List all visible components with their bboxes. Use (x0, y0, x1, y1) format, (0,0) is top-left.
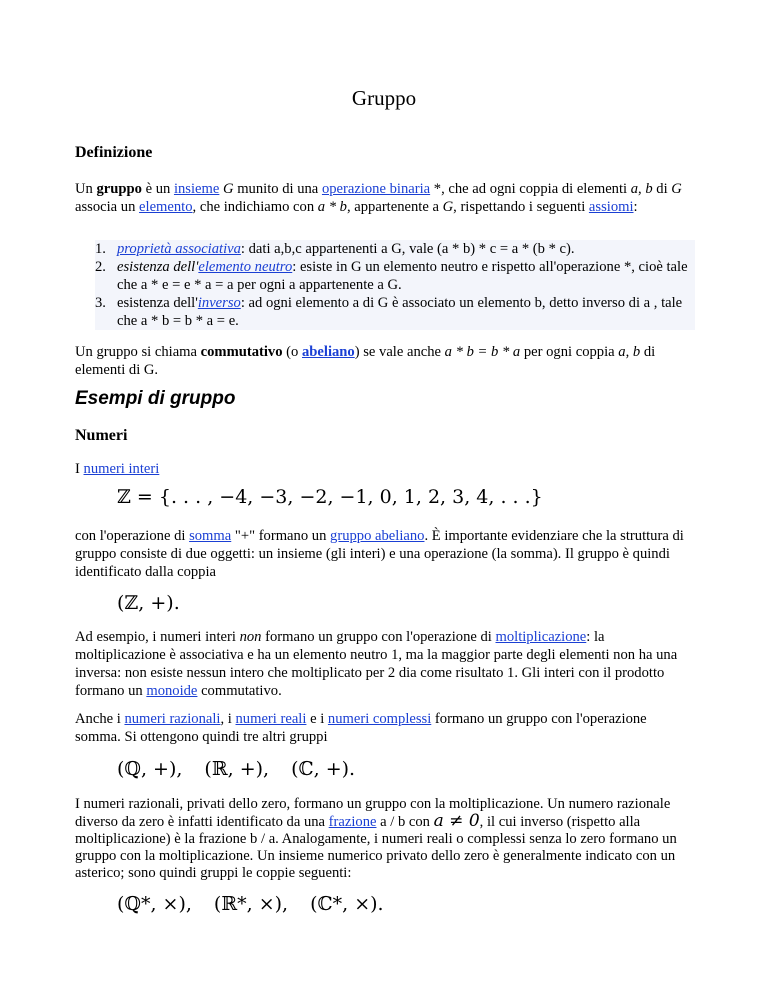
numeri-heading: Numeri (75, 427, 128, 444)
link-gruppo-abeliano[interactable]: gruppo abeliano (330, 528, 425, 544)
link-somma[interactable]: somma (189, 528, 232, 544)
formula-multiplicative-groups: (ℚ*, ×), (ℝ*, ×), (ℂ*, ×). (117, 893, 384, 915)
link-abeliano[interactable]: abeliano (302, 344, 355, 360)
formula-z-plus: (ℤ, +). (117, 592, 180, 614)
link-numeri-razionali[interactable]: numeri razionali (124, 711, 221, 727)
link-inverso[interactable]: inverso (197, 295, 241, 311)
definition-paragraph: Un gruppo è un insieme G munito di una operazione binaria *, che ad ogni coppia di elementi a, b di G associa un elemento, che indichiamo con a * b, appartenente a G, rispettando i seguenti assiomi: (75, 181, 682, 215)
list-item: 3. esistenza dell'inverso: ad ogni elemento a di G è associato un elemento b, detto inverso di a , tale che a * b = b * a = e. (95, 295, 683, 329)
link-assiomi[interactable]: assiomi (588, 199, 634, 215)
link-moltiplicazione[interactable]: moltiplicazione (495, 629, 587, 645)
link-frazione[interactable]: frazione (328, 814, 377, 830)
link-numeri-complessi[interactable]: numeri complessi (327, 711, 432, 727)
link-proprieta-associativa[interactable]: proprietà associativa (117, 241, 241, 257)
list-item: 2. esistenza dell'elemento neutro: esiste in G un elemento neutro e rispetto all'operazione *, cioè tale che a * e = e * a = a per ogni a appartenente a G. (95, 259, 688, 293)
commutativo-paragraph: Un gruppo si chiama commutativo (o abeliano) se vale anche a * b = b * a per ogni coppia a, b di elementi di G. (75, 344, 656, 378)
list-item: 1. proprietà associativa: dati a,b,c appartenenti a G, vale (a * b) * c = a * (b * c). (95, 241, 575, 257)
axioms-list (95, 240, 695, 330)
esempi-heading: Esempi di gruppo (75, 388, 236, 409)
link-elemento-neutro[interactable]: elemento neutro (198, 259, 293, 275)
formula-integers: ℤ = {. . . , −4, −3, −2, −1, 0, 1, 2, 3, 4, . . .} (117, 486, 543, 508)
interi-paragraph: I numeri interi (75, 461, 160, 477)
anche-paragraph: Anche i numeri razionali, i numeri reali e i numeri complessi formano un gruppo con l'operazione somma. Si ottengono quindi tre altri gruppi (75, 711, 647, 745)
definizione-heading: Definizione (75, 144, 153, 161)
razionali-paragraph: I numeri razionali, privati dello zero, formano un gruppo con la moltiplicazione. Un numero razionale diverso da zero è infatti identificato da una frazione a / b con a ≠ 0, il cui inverso (rispetto alla moltiplicazione) è la frazione b / a. Analogamente, i numeri reali o complessi senza lo zero formano un gruppo con la moltiplicazione. Un insieme numerico privato dello zero è generalmente indicato con un asterico; sono quindi gruppi le coppie seguenti: (75, 796, 677, 881)
link-operazione-binaria[interactable]: operazione binaria (321, 181, 431, 197)
moltiplicazione-paragraph: Ad esempio, i numeri interi non formano un gruppo con l'operazione di moltiplicazione: la moltiplicazione è associativa e ha un elemento neutro 1, ma la maggior parte degli elementi non ha una inversa: non esiste nessun intero che moltiplicato per 2 dia come risultato 1. Gli interi con il prodotto formano un monoide commutativo. (75, 629, 678, 699)
formula-additive-groups: (ℚ, +), (ℝ, +), (ℂ, +). (117, 758, 356, 780)
link-insieme[interactable]: insieme (173, 181, 220, 197)
link-numeri-interi[interactable]: numeri interi (83, 461, 160, 477)
link-elemento[interactable]: elemento (139, 199, 193, 215)
link-monoide[interactable]: monoide (146, 683, 198, 699)
page-title: Gruppo (351, 86, 417, 110)
link-numeri-reali[interactable]: numeri reali (235, 711, 307, 727)
somma-paragraph: con l'operazione di somma "+" formano un gruppo abeliano. È importante evidenziare che la struttura di gruppo consiste di due oggetti: un insieme (gli interi) e una operazione (la somma). Il gruppo è quindi identificato dalla coppia (75, 528, 684, 580)
